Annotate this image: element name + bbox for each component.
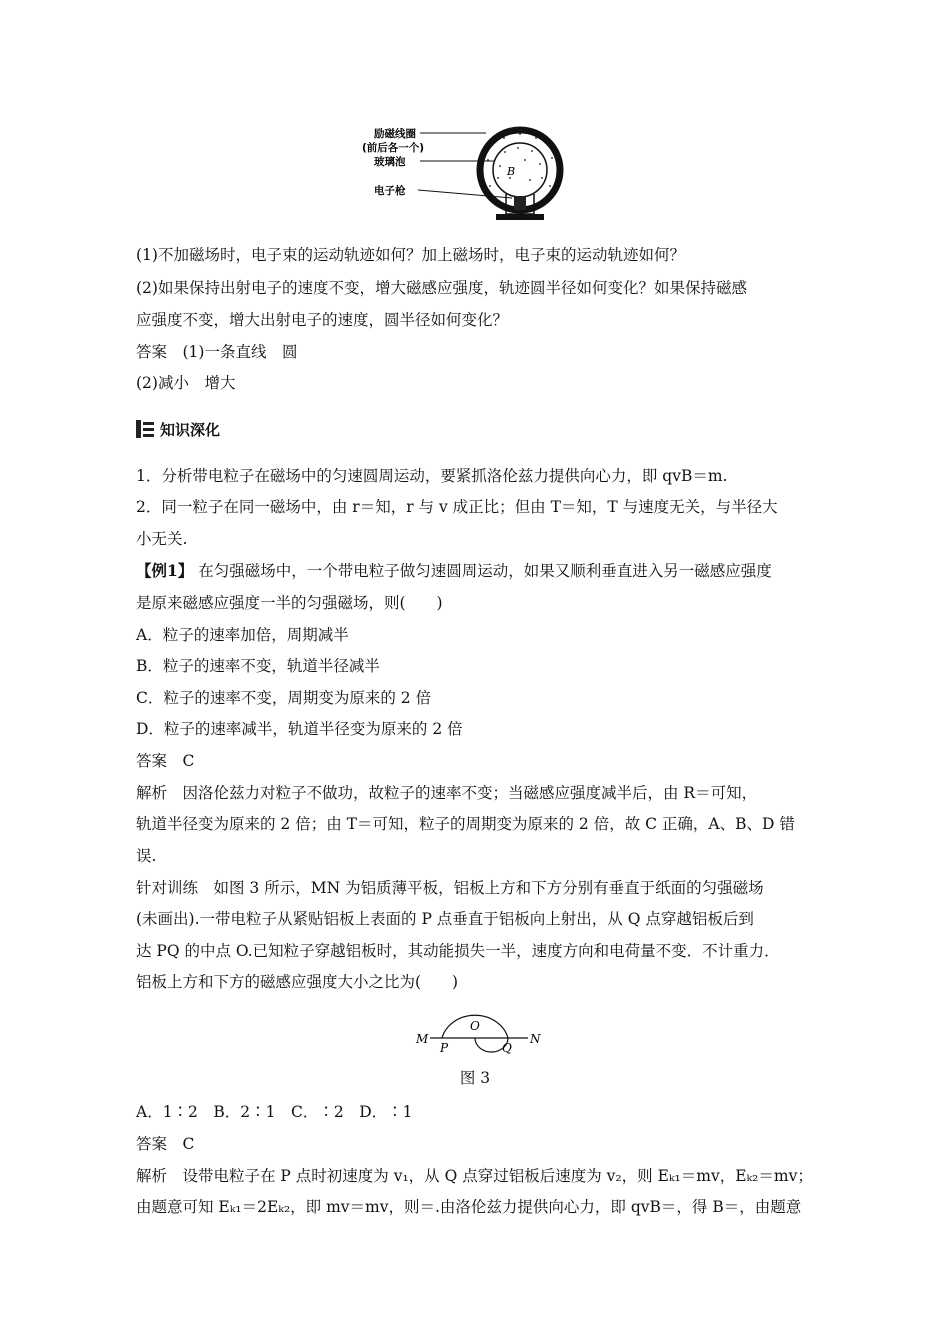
option-a: A．粒子的速率加倍，周期减半 [136,626,349,644]
analysis-1-line3: 误. [136,847,157,865]
question-2-line1: (2)如果保持出射电子的速度不变，增大磁感应强度，轨迹圆半径如何变化？如果保持磁感 [136,279,747,297]
question-2-line2: 应强度不变，增大出射电子的速度，圆半径如何变化？ [136,311,509,329]
question-1: (1)不加磁场时，电子束的运动轨迹如何？加上磁场时，电子束的运动轨迹如何？ [136,246,685,264]
coil-note-label: (前后各一个) [362,142,425,154]
bulb-label: 玻璃泡 [374,156,406,168]
example-1-tag: 【例1】 [136,561,194,580]
electron-gun-shape [514,196,526,210]
training-line3: 达 PQ 的中点 O.已知粒子穿越铝板时，其动能损失一半，速度方向和电荷量不变．不计重力． [136,942,780,960]
label-q: Q [502,1041,512,1055]
section-title: 知识深化 [160,420,221,439]
example-1-line2: 是原来磁感应强度一半的匀强磁场，则( ) [136,594,443,612]
analysis-1-line1: 解析 因洛伦兹力对粒子不做功，故粒子的速率不变；当磁感应强度减半后，由 R＝可知， [136,784,758,802]
training-answer: 答案 C [136,1135,195,1153]
analysis-2-line2: 由题意可知 Eₖ₁＝2Eₖ₂，即 mv＝mv，则＝.由洛伦兹力提供向心力，即 qvB＝，得 B＝，由题意 [136,1198,802,1216]
answer-2: (2)减小 增大 [136,374,236,392]
analysis-1-line2: 轨道半径变为原来的 2 倍；由 T＝可知，粒子的周期变为原来的 2 倍，故 C 正确，A、B、D 错 [136,815,795,833]
option-b: B．粒子的速率不变，轨道半径减半 [136,657,380,675]
figure-3-caption: 图 3 [459,1069,491,1087]
section-bars-icon [136,420,154,438]
example-1-answer: 答案 C [136,752,195,770]
knowledge-1: 1．分析带电粒子在磁场中的匀速圆周运动，要紧抓洛伦兹力提供向心力，即 qvB＝m. [136,467,728,485]
glass-bulb [493,143,547,197]
gun-label: 电子枪 [374,185,406,197]
label-n: N [530,1032,541,1046]
field-b-label: B [507,165,516,178]
example-1-text: 在匀强磁场中，一个带电粒子做匀速圆周运动，如果又顺利垂直进入另一磁感应强度 [193,562,772,580]
figure-3-diagram [410,1000,550,1062]
label-o: O [470,1019,480,1033]
training-line2: (未画出).一带电粒子从紧贴铝板上表面的 P 点垂直于铝板向上射出，从 Q 点穿越铝板后到 [136,910,754,928]
knowledge-2-line2: 小无关. [136,530,188,548]
option-d: D．粒子的速率减半，轨道半径变为原来的 2 倍 [136,720,463,738]
answer-1: 答案 (1)一条直线 圆 [136,343,298,361]
section-heading [136,419,220,439]
training-line4: 铝板上方和下方的磁感应强度大小之比为( ) [136,973,459,991]
option-c: C．粒子的速率不变，周期变为原来的 2 倍 [136,689,432,707]
training-line1: 针对训练 如图 3 所示，MN 为铝质薄平板，铝板上方和下方分别有垂直于纸面的匀强磁场 [136,879,764,897]
label-m: M [416,1032,429,1046]
training-options: A．1∶2 B．2∶1 C．∶2 D．∶1 [136,1103,413,1121]
label-p: P [440,1041,449,1055]
analysis-2-line1: 解析 设带电粒子在 P 点时初速度为 v₁，从 Q 点穿过铝板后速度为 v₂，则 Eₖ₁＝mv，Eₖ₂＝mv； [136,1167,813,1185]
knowledge-2-line1: 2．同一粒子在同一磁场中，由 r＝知，r 与 v 成正比；但由 T＝知，T 与速度无关，与半径大 [136,498,778,516]
electron-beam-tube-figure [360,118,580,228]
example-1-line1 [136,561,854,581]
coil-label: 励磁线圈 [374,128,416,140]
